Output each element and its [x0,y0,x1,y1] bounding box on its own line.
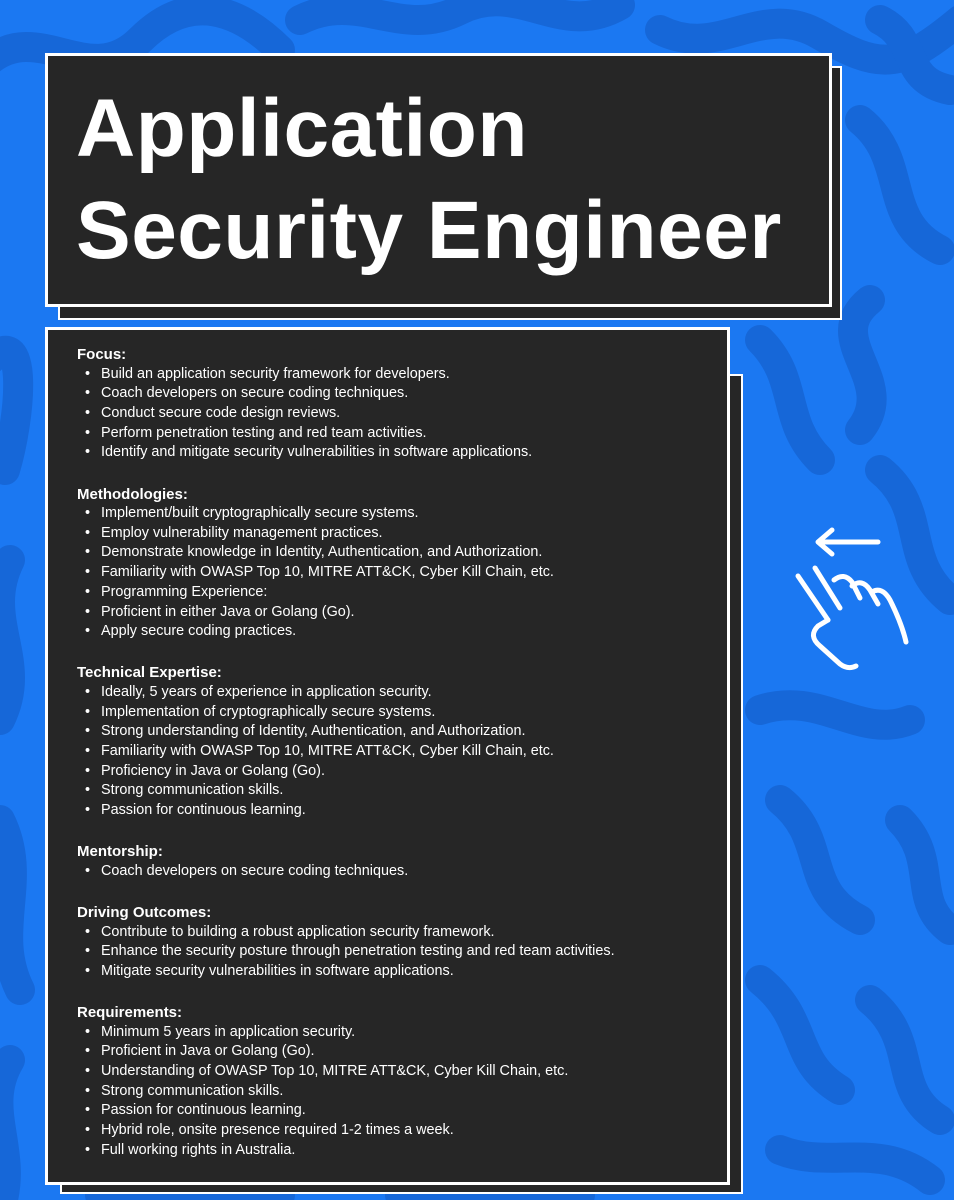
section-technical-expertise [77,663,727,820]
section-heading: Technical Expertise: [77,664,222,682]
page-title-line-1: Application [76,83,528,174]
list-item: • Enhance the security posture through penetration testing and red team activities. [77,942,727,962]
list-item: • Implementation of cryptographically secure systems. [77,703,727,723]
list-item: • Demonstrate knowledge in Identity, Authentication, and Authorization. [77,543,727,563]
section-heading: Focus: [77,346,127,363]
list-item: • Ideally, 5 years of experience in application security. [77,683,727,703]
list-item: • Familiarity with OWASP Top 10, MITRE ATT&CK, Cyber Kill Chain, etc. [77,742,727,762]
list-item: • Full working rights in Australia. [77,1141,727,1161]
list-item: • Implement/built cryptographically secure systems. [77,504,727,524]
list-item: • Proficiency in Java or Golang (Go). [77,762,727,782]
title-card [45,53,832,307]
list-item: • Hybrid role, onsite presence required 1-2 times a week. [77,1121,727,1141]
section-heading: Driving Outcomes: [77,904,212,922]
section-driving-outcomes [77,903,727,982]
bullet-list [77,683,727,821]
section-heading: Methodologies: [77,485,188,503]
list-item: • Identify and mitigate security vulnerabilities in software applications. [77,443,727,463]
list-item: • Passion for continuous learning. [77,1101,727,1121]
bullet-list [77,862,727,882]
bullet-list [77,504,727,642]
list-item: • Proficient in Java or Golang (Go). [77,1042,727,1062]
list-item: • Coach developers on secure coding techniques. [77,384,727,404]
list-item: • Programming Experience: [77,583,727,603]
section-heading: Mentorship: [77,843,163,861]
bullet-list [77,365,727,464]
list-item: • Apply secure coding practices. [77,622,727,642]
list-item: • Strong understanding of Identity, Authentication, and Authorization. [77,722,727,742]
list-item: • Strong communication skills. [77,1082,727,1102]
section-mentorship [77,842,727,881]
page-title-line-2: Security Engineer [76,185,782,276]
list-item: • Employ vulnerability management practices. [77,524,727,544]
list-item: • Coach developers on secure coding techniques. [77,862,727,882]
swipe-left-hand-icon[interactable] [782,520,922,680]
section-focus [77,345,727,463]
list-item: • Mitigate security vulnerabilities in software applications. [77,962,727,982]
list-item: • Contribute to building a robust application security framework. [77,923,727,943]
list-item: • Build an application security framework for developers. [77,365,727,385]
bullet-list [77,923,727,982]
section-heading: Requirements: [77,1004,183,1022]
list-item: • Passion for continuous learning. [77,801,727,821]
list-item: • Conduct secure code design reviews. [77,404,727,424]
section-methodologies [77,485,727,642]
list-item: • Understanding of OWASP Top 10, MITRE ATT&CK, Cyber Kill Chain, etc. [77,1062,727,1082]
list-item: • Strong communication skills. [77,781,727,801]
content-card [45,327,730,1185]
section-requirements [77,1003,727,1160]
list-item: • Familiarity with OWASP Top 10, MITRE ATT&CK, Cyber Kill Chain, etc. [77,563,727,583]
bullet-list [77,1023,727,1161]
list-item: • Perform penetration testing and red team activities. [77,424,727,444]
list-item: • Minimum 5 years in application security. [77,1023,727,1043]
list-item: • Proficient in either Java or Golang (Go). [77,603,727,623]
